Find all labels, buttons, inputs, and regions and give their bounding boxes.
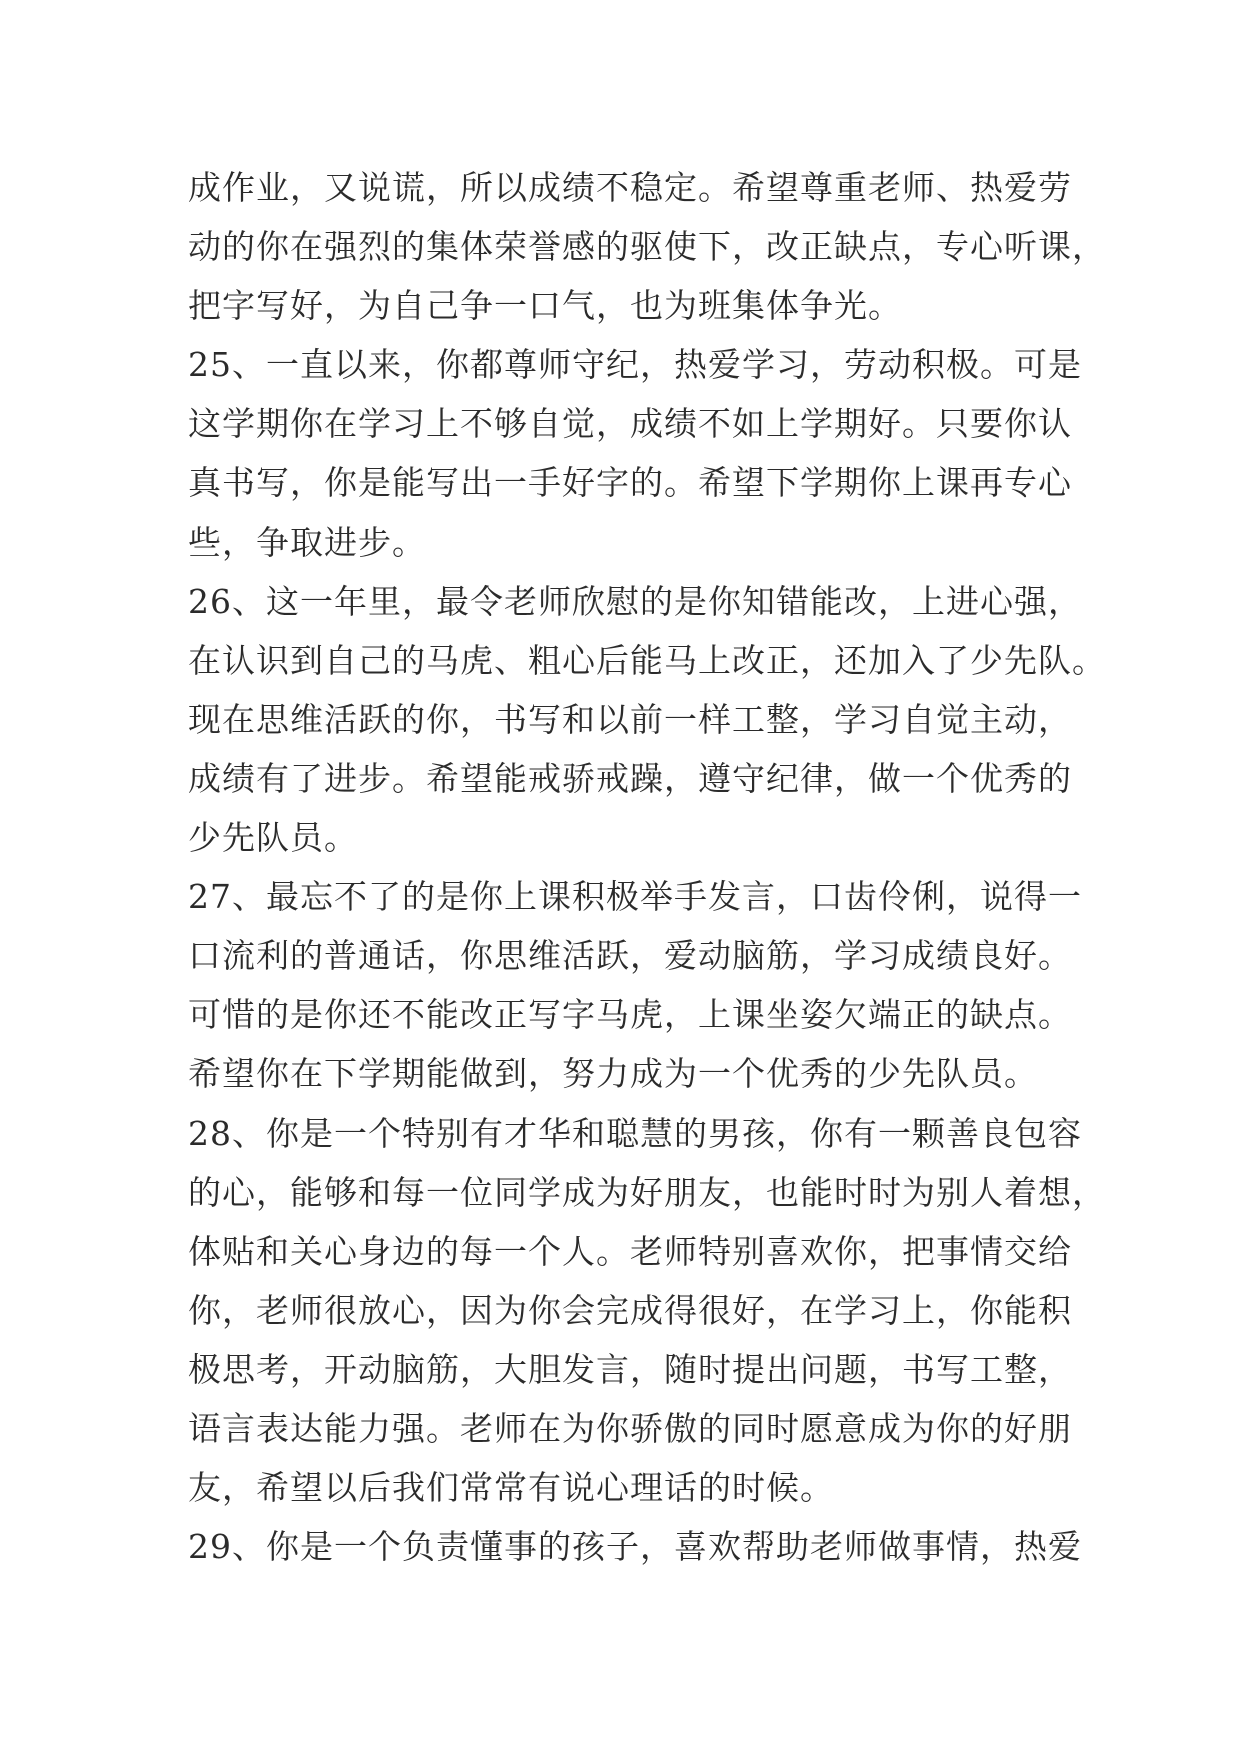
- text-line: 语言表达能力强。老师在为你骄傲的同时愿意成为你的好朋: [188, 1408, 1072, 1448]
- text-line: 25、一直以来，你都尊师守纪，热爱学习，劳动积极。可是: [188, 345, 1082, 385]
- text-line: 些，争取进步。: [188, 522, 426, 562]
- body-text: [188, 158, 1106, 1576]
- text-line: 现在思维活跃的你，书写和以前一样工整，学习自觉主动，: [188, 699, 1072, 739]
- text-line: 你，老师很放心，因为你会完成得很好，在学习上，你能积: [188, 1290, 1072, 1330]
- text-line: 28、你是一个特别有才华和聪慧的男孩，你有一颗善良包容: [188, 1113, 1082, 1153]
- text-line: 友，希望以后我们常常有说心理话的时候。: [188, 1468, 834, 1508]
- text-line: 把字写好，为自己争一口气，也为班集体争光。: [188, 286, 902, 326]
- text-line: 的心，能够和每一位同学成为好朋友，也能时时为别人着想，: [188, 1172, 1106, 1212]
- text-line: 真书写，你是能写出一手好字的。希望下学期你上课再专心: [188, 463, 1072, 503]
- text-line: 成绩有了进步。希望能戒骄戒躁，遵守纪律，做一个优秀的: [188, 758, 1072, 798]
- text-line: 这学期你在学习上不够自觉，成绩不如上学期好。只要你认: [188, 404, 1072, 444]
- text-line: 极思考，开动脑筋，大胆发言，随时提出问题，书写工整，: [188, 1349, 1072, 1389]
- text-line: 希望你在下学期能做到，努力成为一个优秀的少先队员。: [188, 1054, 1038, 1094]
- text-line: 26、这一年里，最令老师欣慰的是你知错能改，上进心强，: [188, 581, 1082, 621]
- text-line: 在认识到自己的马虎、粗心后能马上改正，还加入了少先队。: [188, 640, 1106, 680]
- text-line: 动的你在强烈的集体荣誉感的驱使下，改正缺点，专心听课，: [188, 227, 1106, 267]
- text-line: 口流利的普通话，你思维活跃，爱动脑筋，学习成绩良好。: [188, 936, 1072, 976]
- text-line: 29、你是一个负责懂事的孩子，喜欢帮助老师做事情，热爱: [188, 1527, 1082, 1567]
- text-line: 体贴和关心身边的每一个人。老师特别喜欢你，把事情交给: [188, 1231, 1072, 1271]
- text-line: 27、最忘不了的是你上课积极举手发言，口齿伶俐，说得一: [188, 877, 1082, 917]
- text-line: 可惜的是你还不能改正写字马虎，上课坐姿欠端正的缺点。: [188, 995, 1072, 1035]
- text-line: 少先队员。: [188, 818, 358, 858]
- text-line: 成作业，又说谎，所以成绩不稳定。希望尊重老师、热爱劳: [188, 168, 1072, 207]
